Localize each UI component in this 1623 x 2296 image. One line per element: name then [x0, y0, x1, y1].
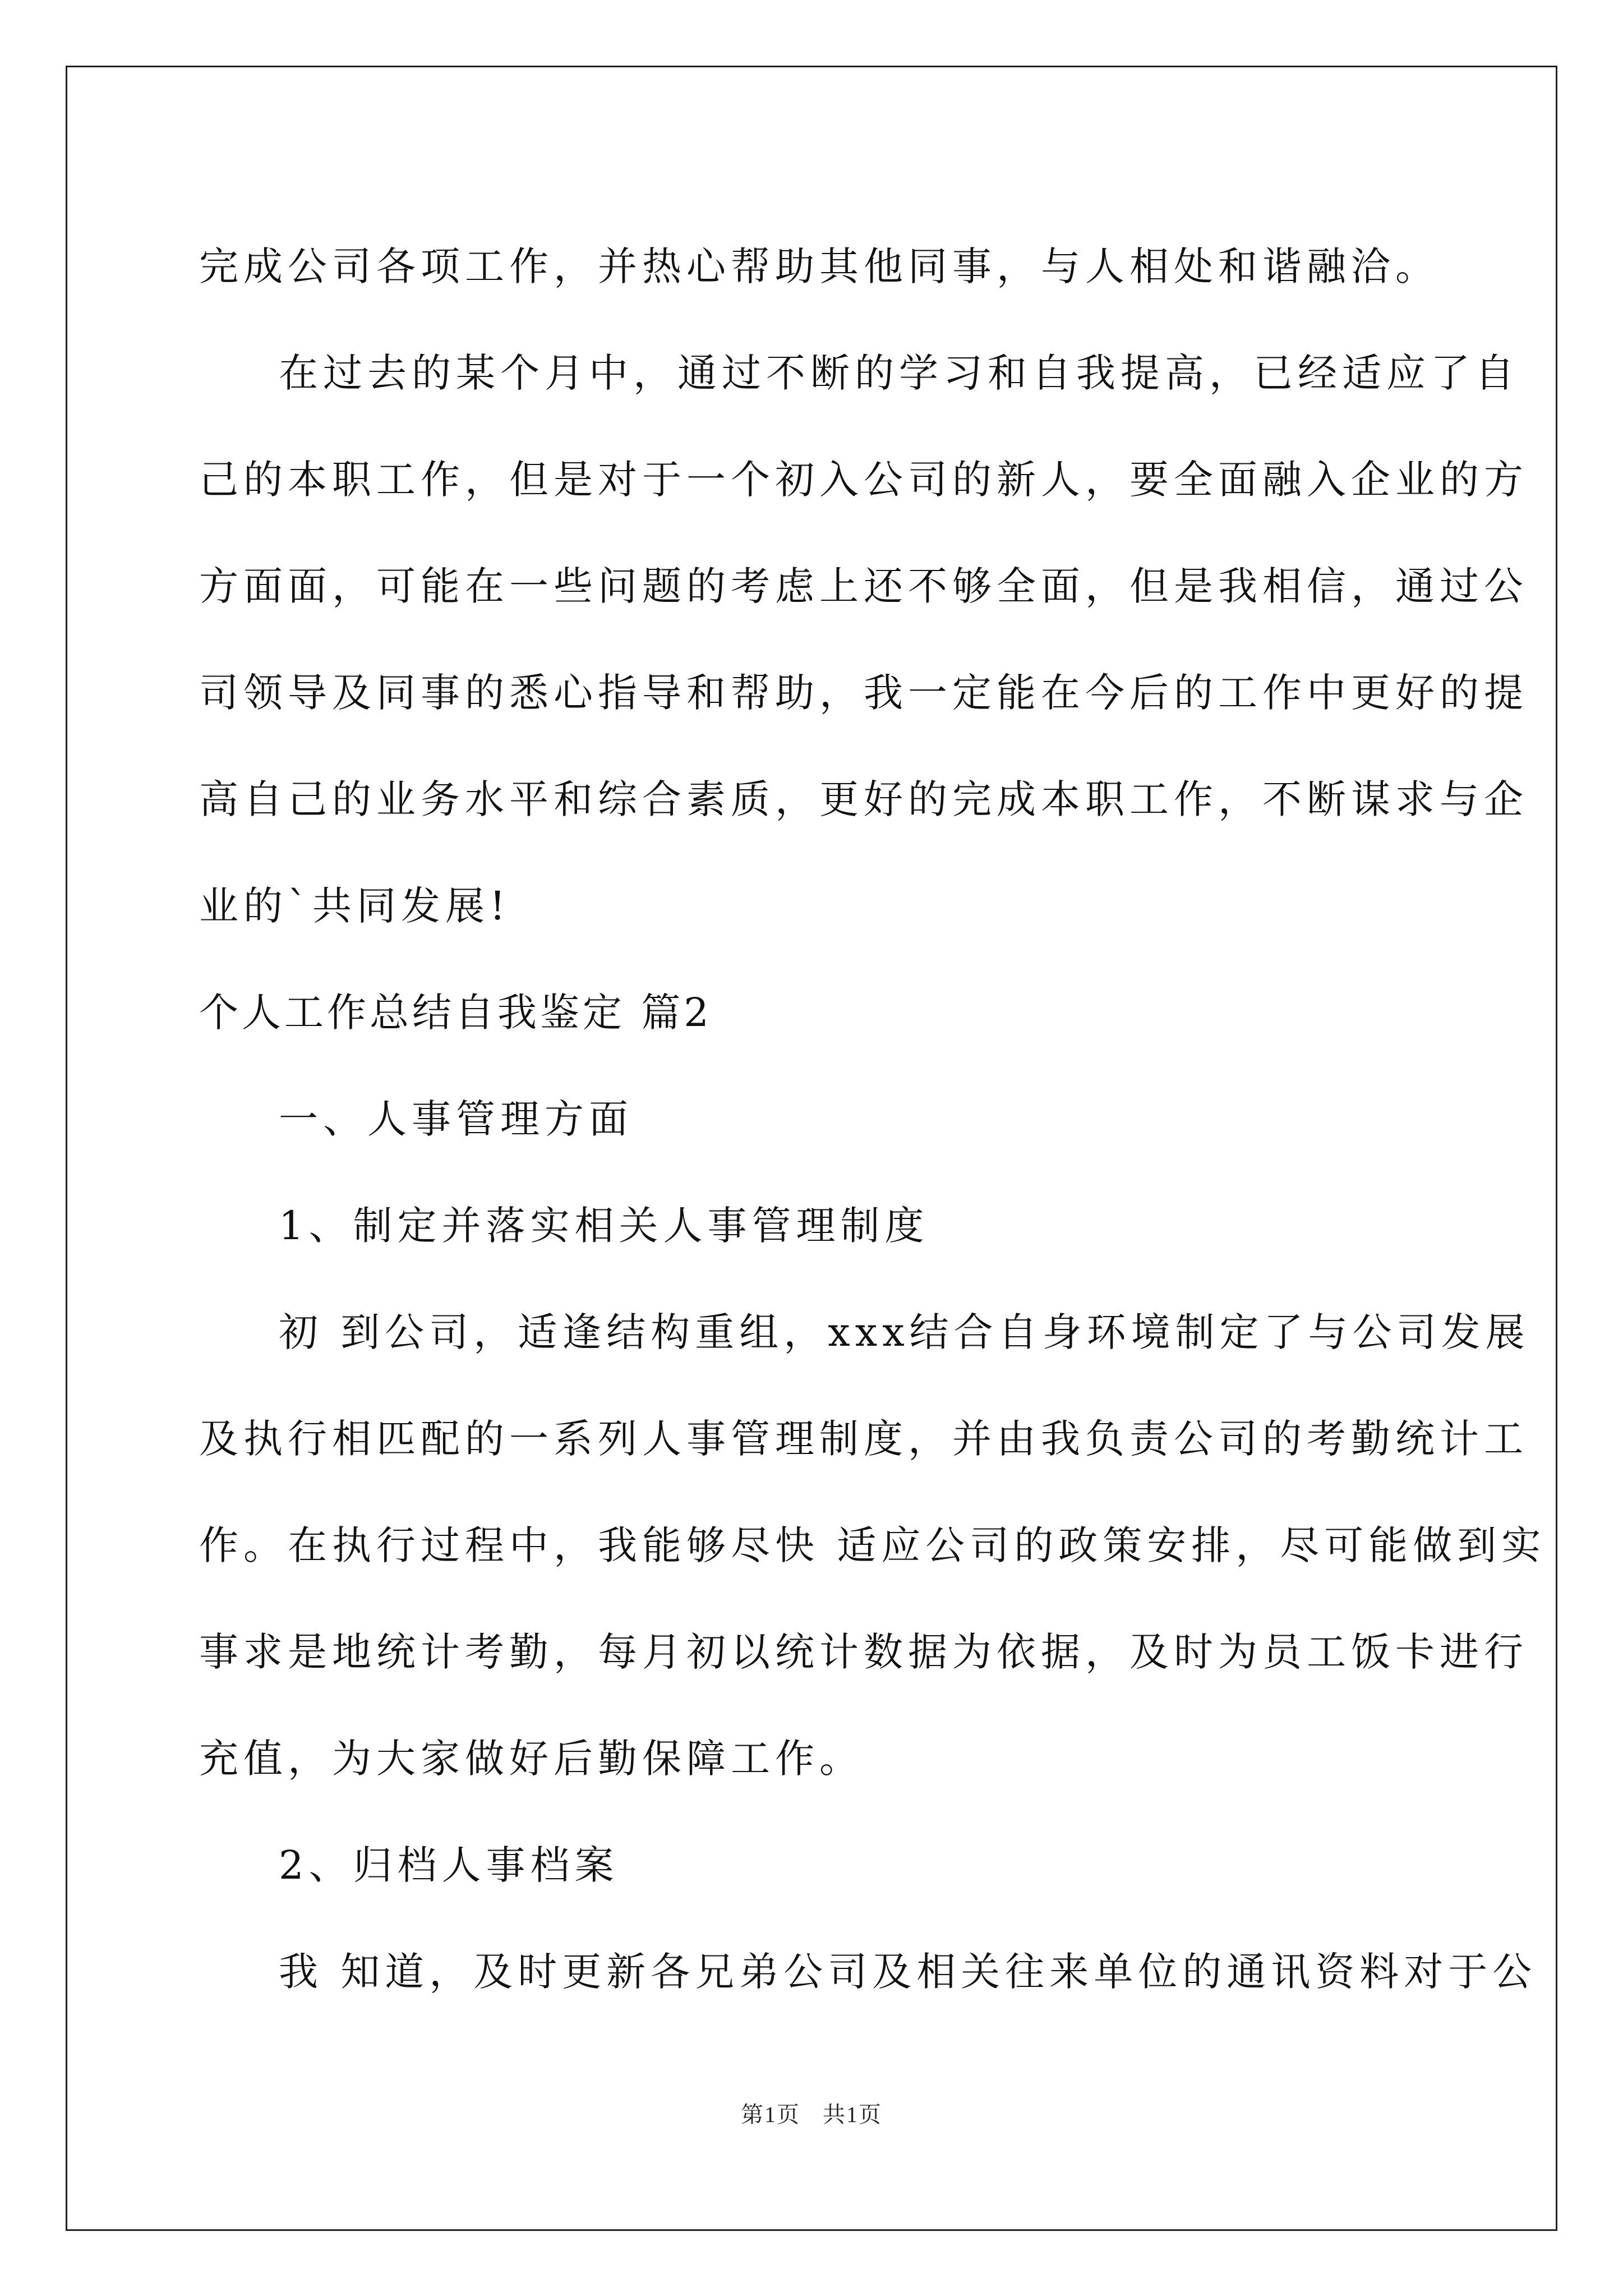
text-line: 事求是地统计考勤，每月初以统计数据为依据，及时为员工饭卡进行: [199, 1629, 1528, 1675]
text-line: 高自己的业务水平和综合素质，更好的完成本职工作，不断谋求与企: [199, 776, 1528, 822]
page-number: 第1页: [741, 2102, 800, 2127]
text-line: 在过去的某个月中，通过不断的学习和自我提高，已经适应了自: [279, 350, 1519, 396]
page-footer: [0, 2097, 1623, 2129]
text-line: 业的`共同发展!: [199, 883, 511, 929]
text-line: 充值，为大家做好后勤保障工作。: [199, 1736, 864, 1782]
text-line: 初 到公司，适逢结构重组，xxx结合自身环境制定了与公司发展: [279, 1309, 1530, 1355]
section-heading: 个人工作总结自我鉴定 篇2: [199, 990, 712, 1036]
text-line: 方面面，可能在一些问题的考虑上还不够全面，但是我相信，通过公: [199, 563, 1528, 609]
text-line: 司领导及同事的悉心指导和帮助，我一定能在今后的工作中更好的提: [199, 670, 1528, 716]
page-total: 共1页: [823, 2102, 882, 2127]
text-line: 己的本职工作，但是对于一个初入公司的新人，要全面融入企业的方: [199, 457, 1528, 503]
text-line: 完成公司各项工作，并热心帮助其他同事，与人相处和谐融洽。: [199, 243, 1440, 289]
text-line: 我 知道，及时更新各兄弟公司及相关往来单位的通讯资料对于公: [279, 1949, 1537, 1995]
subsection-heading: 一、人事管理方面: [279, 1096, 633, 1142]
item-heading: 1、制定并落实相关人事管理制度: [279, 1203, 929, 1249]
item-heading: 2、归档人事档案: [279, 1842, 619, 1888]
text-line: 及执行相匹配的一系列人事管理制度，并由我负责公司的考勤统计工: [199, 1416, 1528, 1462]
document-body: [199, 213, 1546, 2025]
text-line: 作。在执行过程中，我能够尽快 适应公司的政策安排，尽可能做到实: [199, 1522, 1546, 1568]
